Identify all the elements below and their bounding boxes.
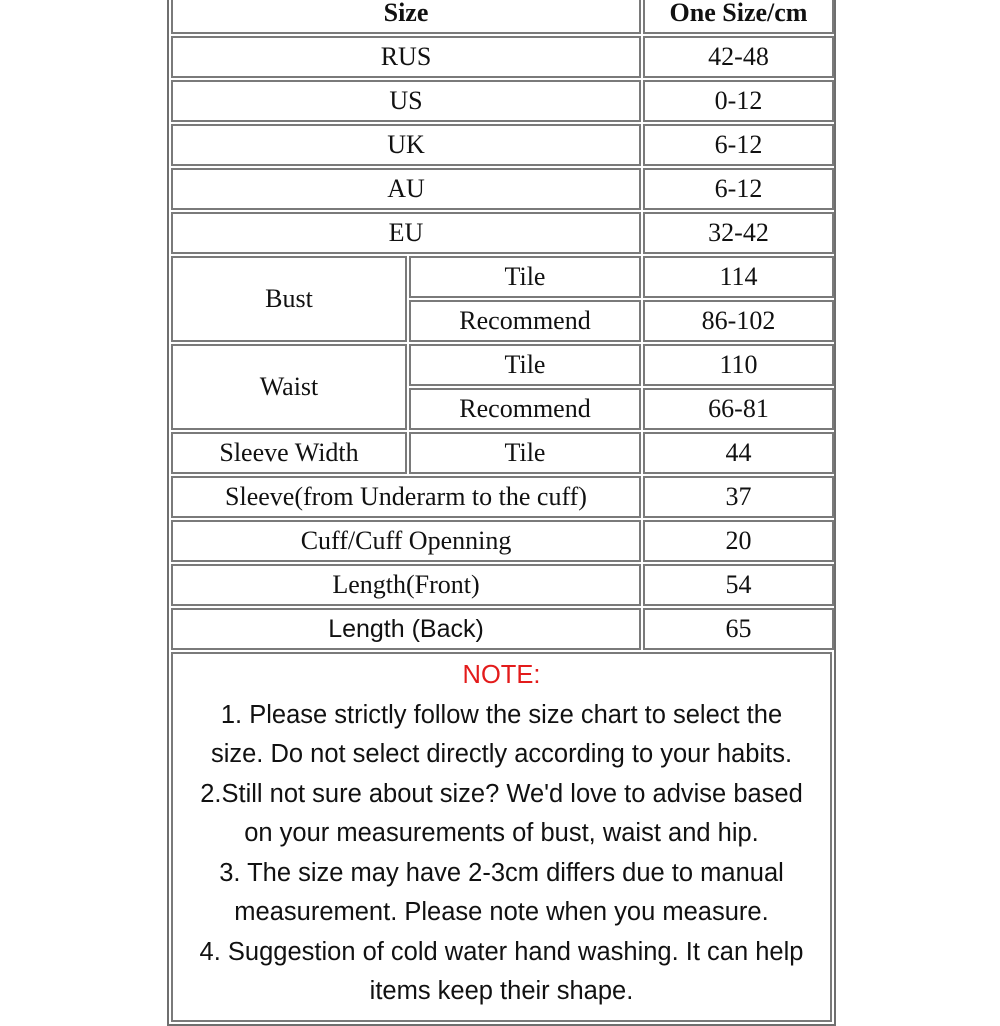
bust-tile-label: Tile [409, 256, 641, 298]
length-back-value: 65 [643, 608, 834, 650]
table-row [171, 608, 834, 650]
note-title: NOTE: [462, 661, 541, 689]
waist-recommend-value: 66-81 [643, 388, 834, 430]
table-row [171, 256, 834, 298]
length-back-label: Length (Back) [171, 608, 641, 650]
table-row [171, 124, 834, 166]
bust-label: Bust [171, 256, 407, 342]
table-header-row [171, 0, 834, 34]
note-line: 4. Suggestion of cold water hand washing. It can help [199, 937, 804, 966]
sleeve-width-sub-label: Tile [409, 432, 641, 474]
table-row [171, 36, 834, 78]
table-row [171, 80, 834, 122]
bust-recommend-label: Recommend [409, 300, 641, 342]
note-line: 2.Still not sure about size? We'd love to advise based [200, 779, 803, 808]
cuff-label: Cuff/Cuff Openning [171, 520, 641, 562]
length-front-label: Length(Front) [171, 564, 641, 606]
region-value: 0-12 [643, 80, 834, 122]
region-value: 32-42 [643, 212, 834, 254]
waist-recommend-label: Recommend [409, 388, 641, 430]
waist-label: Waist [171, 344, 407, 430]
sleeve-value: 37 [643, 476, 834, 518]
waist-tile-label: Tile [409, 344, 641, 386]
region-label: EU [171, 212, 641, 254]
region-label: RUS [171, 36, 641, 78]
sleeve-width-value: 44 [643, 432, 834, 474]
sleeve-width-label: Sleeve Width [171, 432, 407, 474]
region-label: AU [171, 168, 641, 210]
region-value: 6-12 [643, 124, 834, 166]
table-row [171, 212, 834, 254]
size-header: Size [171, 0, 641, 34]
table-row [171, 476, 834, 518]
table-row [171, 520, 834, 562]
cuff-value: 20 [643, 520, 834, 562]
length-front-value: 54 [643, 564, 834, 606]
table-row [171, 344, 834, 386]
table-row [171, 432, 834, 474]
note-line: measurement. Please note when you measure. [234, 898, 769, 926]
bust-tile-value: 114 [643, 256, 834, 298]
region-label: UK [171, 124, 641, 166]
region-label: US [171, 80, 641, 122]
note-box [171, 652, 832, 1022]
note-line: 1. Please strictly follow the size chart to select the [220, 700, 783, 729]
region-value: 42-48 [643, 36, 834, 78]
region-value: 6-12 [643, 168, 834, 210]
note-line: items keep their shape. [369, 977, 634, 1005]
note-line: 3. The size may have 2-3cm differs due to manual [219, 858, 784, 887]
table-row [171, 564, 834, 606]
bust-recommend-value: 86-102 [643, 300, 834, 342]
size-table [169, 0, 836, 652]
one-size-header: One Size/cm [643, 0, 834, 34]
note-line: size. Do not select directly according to your habits. [210, 740, 793, 768]
note-line: on your measurements of bust, waist and hip. [244, 819, 759, 847]
table-row [171, 168, 834, 210]
size-chart [167, 0, 836, 1026]
waist-tile-value: 110 [643, 344, 834, 386]
sleeve-label: Sleeve(from Underarm to the cuff) [171, 476, 641, 518]
